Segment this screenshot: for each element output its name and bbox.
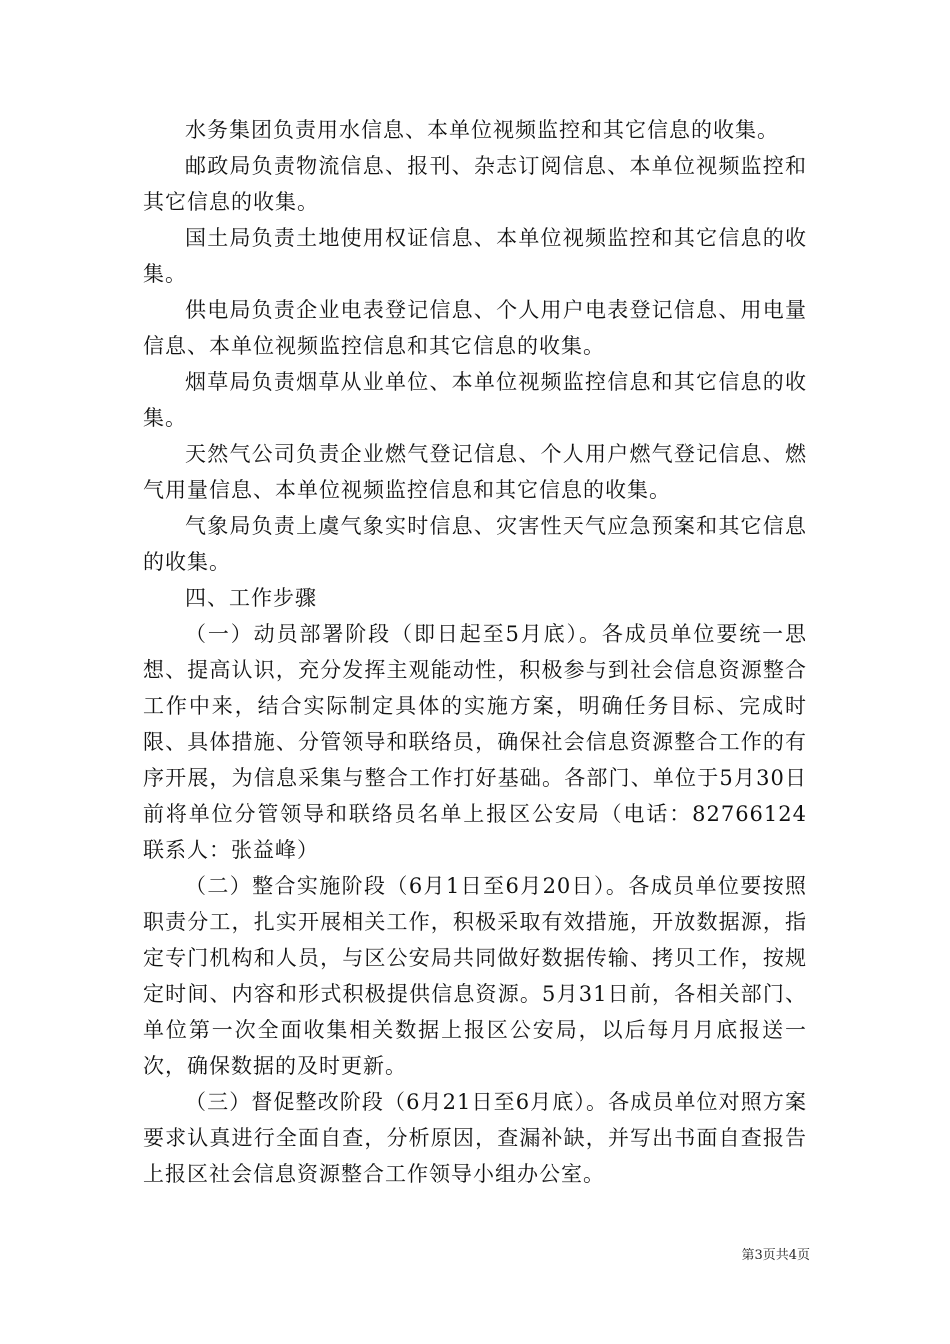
paragraph-postal-bureau: 邮政局负责物流信息、报刊、杂志订阅信息、本单位视频监控和其它信息的收集。 bbox=[143, 154, 807, 214]
paragraph-tobacco-bureau: 烟草局负责烟草从业单位、本单位视频监控信息和其它信息的收集。 bbox=[143, 370, 807, 430]
paragraph-step-two: （二）整合实施阶段（6月1日至6月20日）。各成员单位要按照职责分工，扎实开展相关工作，积极采取有效措施，开放数据源，指定专门机构和人员，与区公安局共同做好数据传输、拷贝工作，按规定时间、内容和形式积极提供信息资源。5月31日前，各相关部门、单位第一次全面收集相关数据上报区公安局，以后每月月底报送一次，确保数据的及时更新。 bbox=[143, 874, 807, 1078]
paragraph-land-bureau: 国土局负责土地使用权证信息、本单位视频监控和其它信息的收集。 bbox=[143, 226, 807, 286]
paragraph-gas-company: 天然气公司负责企业燃气登记信息、个人用户燃气登记信息、燃气用量信息、本单位视频监控信息和其它信息的收集。 bbox=[143, 442, 807, 502]
paragraph-power-bureau: 供电局负责企业电表登记信息、个人用户电表登记信息、用电量信息、本单位视频监控信息和其它信息的收集。 bbox=[143, 298, 807, 358]
paragraph-water-group: 水务集团负责用水信息、本单位视频监控和其它信息的收集。 bbox=[185, 118, 779, 142]
paragraph-step-one: （一）动员部署阶段（即日起至5月底）。各成员单位要统一思想、提高认识，充分发挥主观能动性，积极参与到社会信息资源整合工作中来，结合实际制定具体的实施方案，明确任务目标、完成时限、具体措施、分管领导和联络员，确保社会信息资源整合工作的有序开展，为信息采集与整合工作打好基础。各部门、单位于5月30日前将单位分管领导和联络员名单上报区公安局（电话：82766124联系人：张益峰） bbox=[143, 622, 807, 862]
section-heading-work-steps: 四、工作步骤 bbox=[185, 586, 317, 610]
paragraph-step-three: （三）督促整改阶段（6月21日至6月底）。各成员单位对照方案要求认真进行全面自查，分析原因，查漏补缺，并写出书面自查报告上报区社会信息资源整合工作领导小组办公室。 bbox=[143, 1090, 807, 1186]
paragraph-weather-bureau: 气象局负责上虞气象实时信息、灾害性天气应急预案和其它信息的收集。 bbox=[143, 514, 807, 574]
document-body bbox=[143, 112, 807, 1192]
page-number-footer: 第3页共4页 bbox=[741, 1248, 810, 1263]
